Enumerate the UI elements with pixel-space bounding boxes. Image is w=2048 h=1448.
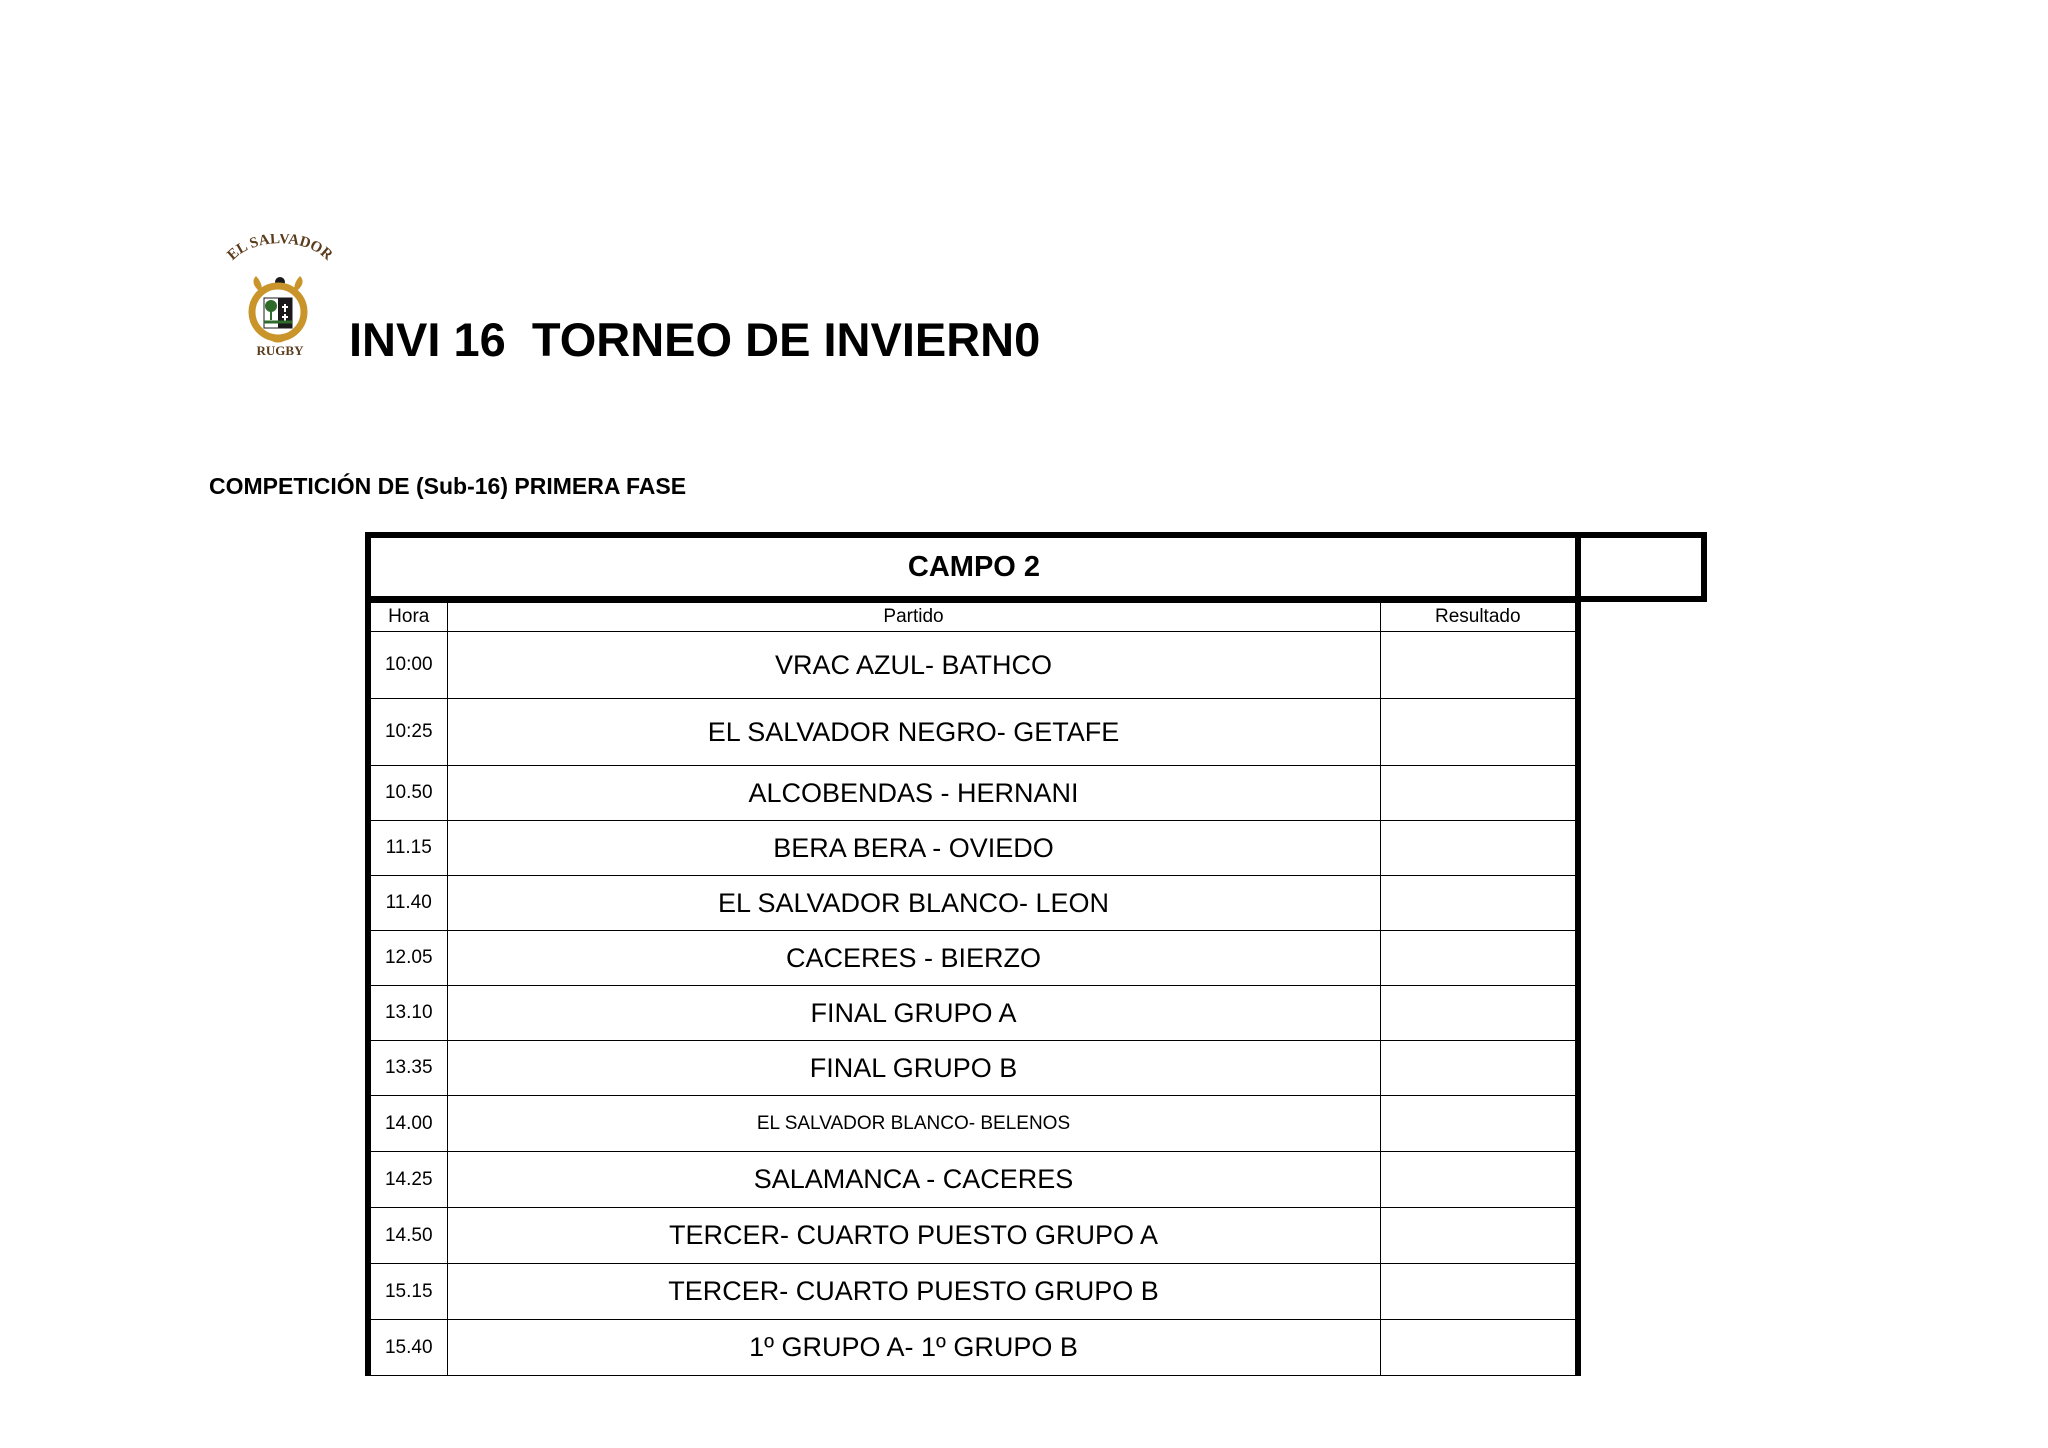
match-result [1380, 1208, 1578, 1264]
match-name: EL SALVADOR NEGRO- GETAFE [447, 699, 1380, 766]
match-name: ALCOBENDAS - HERNANI [447, 766, 1380, 821]
match-time: 10.50 [368, 766, 447, 821]
table-row [368, 632, 1578, 699]
svg-text:EL SALVADOR [224, 234, 335, 264]
table-row [368, 1208, 1578, 1264]
match-time: 13.35 [368, 1041, 447, 1096]
match-time: 10:00 [368, 632, 447, 699]
match-name: EL SALVADOR BLANCO- LEON [447, 876, 1380, 931]
campo-label: CAMPO 2 [907, 550, 1041, 583]
match-result [1380, 931, 1578, 986]
match-name: FINAL GRUPO B [447, 1041, 1380, 1096]
match-time: 14.50 [368, 1208, 447, 1264]
table-row [368, 1320, 1578, 1376]
match-result [1380, 632, 1578, 699]
match-name: FINAL GRUPO A [447, 986, 1380, 1041]
table-row [368, 986, 1578, 1041]
table-row [368, 821, 1578, 876]
match-result [1380, 986, 1578, 1041]
match-result [1380, 699, 1578, 766]
table-row [368, 1041, 1578, 1096]
el-salvador-rugby-crest [218, 234, 342, 358]
page-title: INVI 16 TORNEO DE INVIERN0 [349, 313, 1041, 366]
match-name: TERCER- CUARTO PUESTO GRUPO A [447, 1208, 1380, 1264]
match-time: 14.25 [368, 1152, 447, 1208]
match-time: 12.05 [368, 931, 447, 986]
table-row [368, 766, 1578, 821]
match-result [1380, 1096, 1578, 1152]
match-result [1380, 821, 1578, 876]
logo-bottom-text: RUGBY [256, 343, 304, 358]
column-header-hora: Hora [368, 603, 447, 632]
match-name: BERA BERA - OVIEDO [447, 821, 1380, 876]
match-name: VRAC AZUL- BATHCO [447, 632, 1380, 699]
table-row [368, 1152, 1578, 1208]
column-header-resultado: Resultado [1380, 603, 1578, 632]
match-time: 13.10 [368, 986, 447, 1041]
match-result [1380, 1041, 1578, 1096]
table-row [368, 699, 1578, 766]
match-time: 15.40 [368, 1320, 447, 1376]
match-name: TERCER- CUARTO PUESTO GRUPO B [447, 1264, 1380, 1320]
campo-extra-cell [1575, 532, 1707, 602]
logo-top-text: EL SALVADOR [224, 234, 336, 264]
match-result [1380, 766, 1578, 821]
match-time: 10:25 [368, 699, 447, 766]
match-result [1380, 1320, 1578, 1376]
column-header-partido: Partido [447, 603, 1380, 632]
campo-header [365, 532, 1577, 602]
table-row [368, 1264, 1578, 1320]
table-header-row [368, 603, 1578, 632]
match-time: 15.15 [368, 1264, 447, 1320]
match-time: 11.40 [368, 876, 447, 931]
match-name: CACERES - BIERZO [447, 931, 1380, 986]
match-time: 14.00 [368, 1096, 447, 1152]
match-result [1380, 1152, 1578, 1208]
competition-subtitle: COMPETICIÓN DE (Sub-16) PRIMERA FASE [209, 473, 687, 499]
table-row [368, 931, 1578, 986]
table-row [368, 1096, 1578, 1152]
match-name: 1º GRUPO A- 1º GRUPO B [447, 1320, 1380, 1376]
match-result [1380, 1264, 1578, 1320]
club-logo [218, 234, 342, 358]
match-schedule-table [365, 602, 1581, 1376]
match-time: 11.15 [368, 821, 447, 876]
table-row [368, 876, 1578, 931]
match-name: SALAMANCA - CACERES [447, 1152, 1380, 1208]
match-result [1380, 876, 1578, 931]
match-name: EL SALVADOR BLANCO- BELENOS [447, 1096, 1380, 1152]
